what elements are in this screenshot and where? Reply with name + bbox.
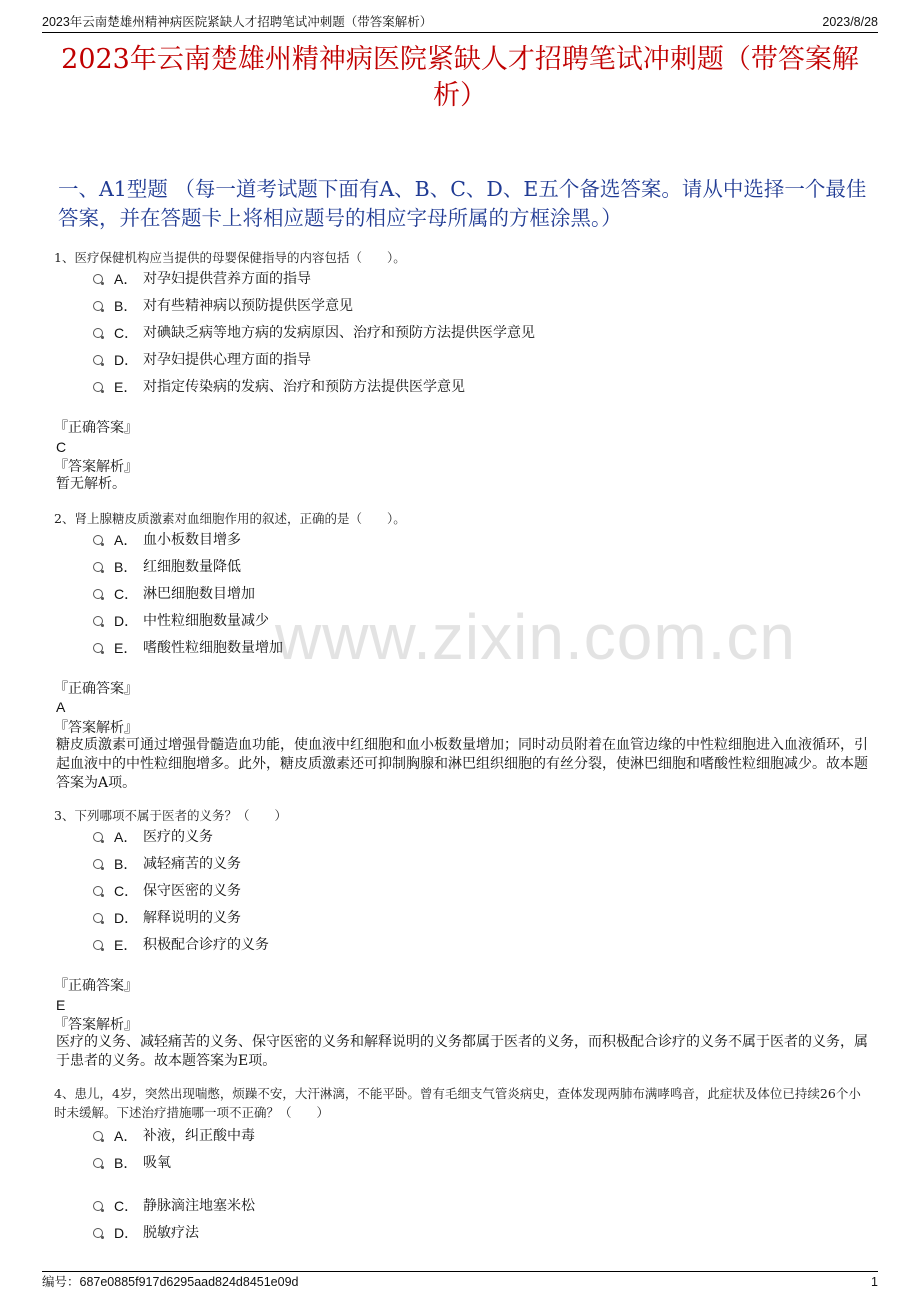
option-3b[interactable]: B． 减轻痛苦的义务 [93, 854, 593, 874]
answer-2: A [56, 699, 66, 715]
radio-icon[interactable] [93, 382, 103, 392]
option-1e[interactable]: E． 对指定传染病的发病、治疗和预防方法提供医学意见 [93, 377, 593, 397]
radio-icon[interactable] [93, 535, 103, 545]
explanation-2: 糖皮质激素可通过增强骨髓造血功能，使血液中红细胞和血小板数量增加；同时动员附着在血管边缘的中性粒细胞进入血液循环，引起血液中的中性粒细胞增多。此外，糖皮质激素还可抑制胸腺和淋巴组织细胞的有丝分裂，使淋巴细胞和嗜酸性粒细胞减少。故本题答案为A项。 [56, 737, 868, 791]
radio-icon[interactable] [93, 355, 103, 365]
explain-label-3: 『答案解析』 [54, 1017, 138, 1033]
option-1d[interactable]: D． 对孕妇提供心理方面的指导 [93, 350, 593, 370]
option-4d[interactable]: D． 脱敏疗法 [93, 1223, 593, 1243]
radio-icon[interactable] [93, 328, 103, 338]
radio-icon[interactable] [93, 274, 103, 284]
answer-label-2: 『正确答案』 [54, 681, 138, 697]
radio-icon[interactable] [93, 1131, 103, 1141]
radio-icon[interactable] [93, 913, 103, 923]
option-4a[interactable]: A． 补液，纠正酸中毒 [93, 1126, 593, 1146]
option-1b[interactable]: B． 对有些精神病以预防提供医学意见 [93, 296, 593, 316]
page-footer [42, 1271, 878, 1292]
answer-label-1: 『正确答案』 [54, 420, 138, 436]
option-1c[interactable]: C． 对碘缺乏病等地方病的发病原因、治疗和预防方法提供医学意见 [93, 323, 593, 343]
option-2e[interactable]: E． 嗜酸性粒细胞数量增加 [93, 638, 593, 658]
radio-icon[interactable] [93, 643, 103, 653]
radio-icon[interactable] [93, 832, 103, 842]
option-2d[interactable]: D． 中性粒细胞数量减少 [93, 611, 593, 631]
explanation-1: 暂无解析。 [56, 476, 126, 492]
option-3a[interactable]: A． 医疗的义务 [93, 827, 593, 847]
page-number: 1 [871, 1275, 878, 1289]
header-date: 2023/8/28 [822, 15, 878, 29]
radio-icon[interactable] [93, 940, 103, 950]
radio-icon[interactable] [93, 562, 103, 572]
radio-icon[interactable] [93, 301, 103, 311]
document-id: 编号：687e0885f917d6295aad824d8451e09d [42, 1275, 299, 1289]
document-title: 2023年云南楚雄州精神病医院紧缺人才招聘笔试冲刺题（带答案解析） [61, 44, 859, 111]
explanation-3: 医疗的义务、减轻痛苦的义务、保守医密的义务和解释说明的义务都属于医者的义务，而积极配合诊疗的义务不属于医者的义务，属于患者的义务。故本题答案为E项。 [56, 1034, 868, 1069]
option-3e[interactable]: E． 积极配合诊疗的义务 [93, 935, 593, 955]
explain-label-1: 『答案解析』 [54, 459, 138, 475]
option-1a[interactable]: A． 对孕妇提供营养方面的指导 [93, 269, 593, 289]
option-4c[interactable]: C． 静脉滴注地塞米松 [93, 1196, 593, 1216]
watermark: www.zixin.com.cn [275, 601, 796, 673]
radio-icon[interactable] [93, 589, 103, 599]
header-doc-title: 2023年云南楚雄州精神病医院紧缺人才招聘笔试冲刺题（带答案解析） [42, 15, 433, 29]
question-stem-3: 3、下列哪项不属于医者的义务？（ ） [54, 808, 287, 823]
explain-label-2: 『答案解析』 [54, 720, 138, 736]
option-3c[interactable]: C． 保守医密的义务 [93, 881, 593, 901]
question-stem-4: 4、患儿，4岁，突然出现喘憋，烦躁不安，大汗淋漓，不能平卧。曾有毛细支气管炎病史，查体发现两肺布满哮鸣音，此症状及体位已持续26个小时未缓解。下述治疗措施哪一项不正确？（ ） [54, 1086, 861, 1120]
radio-icon[interactable] [93, 1158, 103, 1168]
radio-icon[interactable] [93, 1228, 103, 1238]
question-stem-1: 1、医疗保健机构应当提供的母婴保健指导的内容包括（ ）。 [54, 250, 406, 265]
question-stem-2: 2、肾上腺糖皮质激素对血细胞作用的叙述，正确的是（ ）。 [54, 511, 406, 526]
option-2c[interactable]: C． 淋巴细胞数目增加 [93, 584, 593, 604]
radio-icon[interactable] [93, 1201, 103, 1211]
answer-3: E [56, 997, 66, 1013]
radio-icon[interactable] [93, 859, 103, 869]
option-2a[interactable]: A． 血小板数目增多 [93, 530, 593, 550]
option-4b[interactable]: B． 吸氧 [93, 1153, 593, 1173]
page-header [42, 12, 878, 33]
answer-1: C [56, 439, 67, 455]
answer-label-3: 『正确答案』 [54, 978, 138, 994]
option-2b[interactable]: B． 红细胞数量降低 [93, 557, 593, 577]
radio-icon[interactable] [93, 886, 103, 896]
option-3d[interactable]: D． 解释说明的义务 [93, 908, 593, 928]
section-heading: 一、A1型题 （每一道考试题下面有A、B、C、D、E五个备选答案。请从中选择一个最佳答案，并在答题卡上将相应题号的相应字母所属的方框涂黑。） [58, 177, 867, 230]
radio-icon[interactable] [93, 616, 103, 626]
